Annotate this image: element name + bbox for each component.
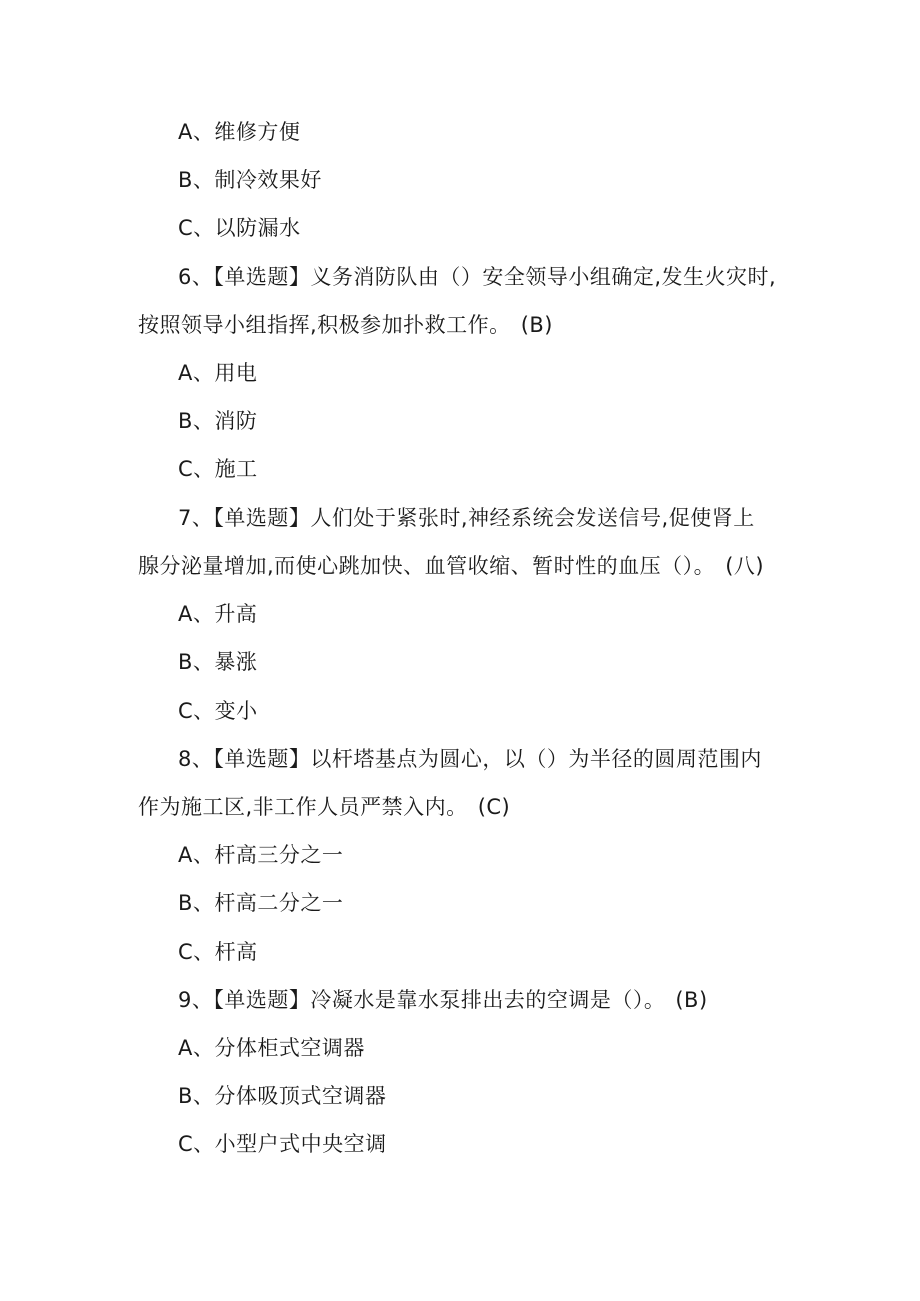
question-8-text-2: 作为施工区,非工作人员严禁入内。: [138, 795, 468, 819]
question-6-continuation: [0, 310, 920, 340]
option-line: C、施工: [178, 457, 258, 481]
option-line: C、小型户式中央空调: [178, 1132, 387, 1156]
question-7-continuation: [0, 551, 920, 581]
question-8-answer: (C): [477, 795, 511, 819]
option-line: A、升高: [178, 602, 258, 626]
question-8-text: 8、【单选题】以杆塔基点为圆心，以（）为半径的圆周范围内: [178, 747, 762, 771]
option-line: C、以防漏水: [178, 216, 301, 240]
question-6-text: 6、【单选题】义务消防队由（）安全领导小组确定,发生火灾时,: [178, 265, 777, 289]
option-line: C、变小: [178, 699, 258, 723]
question-8-continuation: [0, 792, 920, 822]
question-9-answer: (B): [675, 988, 708, 1012]
question-6-text-2: 按照领导小组指挥,积极参加扑救工作。: [138, 313, 511, 337]
option-line: C、杆高: [178, 940, 258, 964]
option-line: B、暴涨: [178, 650, 258, 674]
option-line: B、分体吸顶式空调器: [178, 1084, 387, 1108]
question-7-answer: (八): [725, 554, 765, 578]
question-9-text: 9、【单选题】冷凝水是靠水泵排出去的空调是（）。: [178, 988, 666, 1012]
option-line: B、杆高二分之一: [178, 891, 344, 915]
option-line: A、杆高三分之一: [178, 843, 344, 867]
question-6-answer: (B): [520, 313, 553, 337]
question-9-line: [0, 985, 920, 1015]
option-line: A、用电: [178, 361, 258, 385]
option-line: A、分体柜式空调器: [178, 1036, 365, 1060]
option-line: A、维修方便: [178, 120, 301, 144]
question-7-text-2: 腺分泌量增加,而使心跳加快、血管收缩、暂时性的血压（）。: [138, 554, 716, 578]
option-line: B、消防: [178, 409, 258, 433]
option-line: B、制冷效果好: [178, 168, 322, 192]
question-7-text: 7、【单选题】人们处于紧张时,神经系统会发送信号,促使肾上: [178, 506, 755, 530]
